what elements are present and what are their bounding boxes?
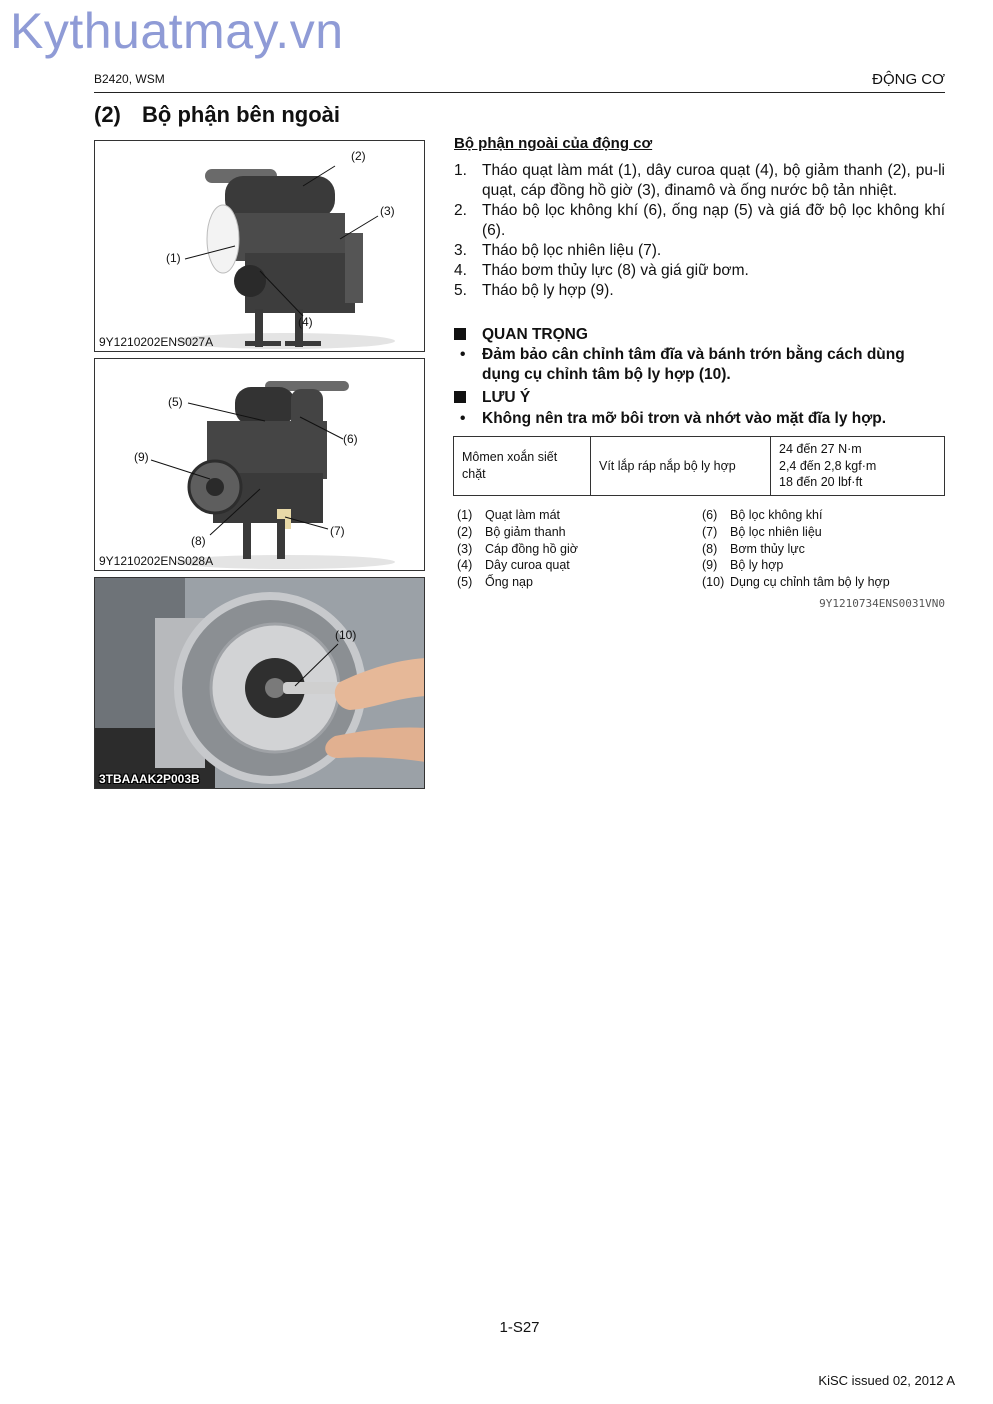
square-bullet-icon [454,328,466,340]
callout-2: (2) [351,149,366,163]
legend-label: Dụng cụ chỉnh tâm bộ ly hợp [730,575,890,590]
legend-label: Quạt làm mát [485,508,561,522]
torque-value-kgfm: 2,4 đến 2,8 kgf·m [779,458,877,473]
step-text: Tháo quạt làm mát (1), dây curoa quạt (4), bộ giảm thanh (2), pu-li quạt, cáp đồng hồ giờ (3), đinamô và ống nước bộ tản nhiệt. [482,162,945,199]
legend-item [702,541,890,558]
legend-index: (2) [457,524,473,539]
step-item [454,161,945,201]
legend-label: Bộ ly hợp [730,558,784,573]
legend-index: (3) [457,541,473,556]
legend-index: (8) [702,541,718,556]
figure-engine-side [94,358,425,571]
step-number: 3. [454,242,467,259]
note-body [454,409,945,429]
step-item [454,201,945,241]
legend-item [457,557,578,574]
step-number: 4. [454,262,467,279]
legend-label: Bộ giảm thanh [485,524,566,539]
step-text: Tháo bộ ly hợp (9). [482,282,614,299]
bullet-icon: • [460,346,466,363]
figure-code: 9Y1210202ENS027A [99,335,214,349]
legend-right [702,507,890,591]
step-item [454,261,945,281]
legend-item [457,507,578,524]
figure-clutch-tool [94,577,425,789]
torque-label: Mômen xoắn siết chặt [454,437,591,496]
engine-photo-1 [95,141,425,352]
subsection-title: Bộ phận ngoài của động cơ [454,135,653,152]
callout-7: (7) [330,524,345,538]
callout-3: (3) [380,204,395,218]
legend-item [457,541,578,558]
header-chapter: ĐỘNG CƠ [872,71,945,88]
page-number: 1-S27 [499,1319,540,1336]
legend-index: (4) [457,558,473,573]
legend-label: Dây curoa quạt [485,558,570,573]
section-number: (2) [94,102,121,127]
callout-1: (1) [166,251,181,265]
step-text: Tháo bơm thủy lực (8) và giá giữ bơm. [482,262,749,279]
square-bullet-icon [454,391,466,403]
document-code: 9Y1210734ENS0031VN0 [819,597,945,610]
torque-value-lbfft: 18 đến 20 lbf·ft [779,475,863,489]
legend-label: Bộ lọc không khí [730,508,823,522]
legend-item [457,574,578,591]
figure-code: 9Y1210202ENS028A [99,554,214,568]
legend-item [457,524,578,541]
legend-item [702,557,890,574]
legend-index: (5) [457,575,473,590]
callout-6: (6) [343,432,358,446]
note-text: Không nên tra mỡ bôi trơn và nhớt vào mặt đĩa ly hợp. [482,410,887,427]
legend-index: (9) [702,558,718,573]
important-heading-text: QUAN TRỌNG [482,326,588,343]
legend-label: Bơm thủy lực [730,541,805,556]
step-item [454,241,945,261]
issued-note: KiSC issued 02, 2012 A [818,1373,955,1388]
callout-4: (4) [298,315,313,329]
step-number: 2. [454,202,467,219]
bullet-icon: • [460,410,466,427]
legend-left [457,507,578,591]
step-number: 1. [454,162,467,179]
torque-values [771,437,945,496]
step-item [454,281,945,301]
important-heading [454,326,588,344]
note-heading-text: LƯU Ý [482,389,531,406]
legend-index: (6) [702,508,718,522]
legend-label: Cáp đồng hồ giờ [485,541,578,556]
section-title-text: Bộ phận bên ngoài [142,102,340,127]
torque-item: Vít lắp ráp nắp bộ ly hợp [591,437,771,496]
step-number: 5. [454,282,467,299]
legend-item [702,507,890,524]
clutch-photo [95,578,425,789]
step-text: Tháo bộ lọc không khí (6), ống nạp (5) và giá đỡ bộ lọc không khí (6). [482,202,945,239]
legend-item [702,524,890,541]
table-row [454,437,945,496]
header-model: B2420, WSM [94,72,165,86]
torque-value-nm: 24 đến 27 N·m [779,442,862,456]
figure-code: 3TBAAAK2P003B [99,772,200,786]
callout-5: (5) [168,395,183,409]
figure-engine-external [94,140,425,352]
important-note [454,345,945,385]
procedure-steps [454,161,945,301]
callout-8: (8) [191,534,206,548]
legend-label: Bộ lọc nhiên liệu [730,524,822,539]
section-title [94,102,340,128]
step-text: Tháo bộ lọc nhiên liệu (7). [482,242,662,259]
callout-9: (9) [134,450,149,464]
watermark: Kythuatmay.vn [10,3,344,59]
legend-item [702,574,890,591]
callout-10: (10) [335,628,357,642]
torque-table [453,436,945,496]
legend-index: (10) [702,575,725,590]
engine-photo-2 [95,359,425,571]
note-heading [454,389,530,407]
header-divider [94,92,945,93]
legend-index: (1) [457,508,473,522]
important-text: Đảm bảo cân chỉnh tâm đĩa và bánh trớn bằng cách dùng dụng cụ chỉnh tâm bộ ly hợp (10). [482,346,905,383]
legend-label: Ống nạp [485,575,533,590]
legend-index: (7) [702,524,718,539]
